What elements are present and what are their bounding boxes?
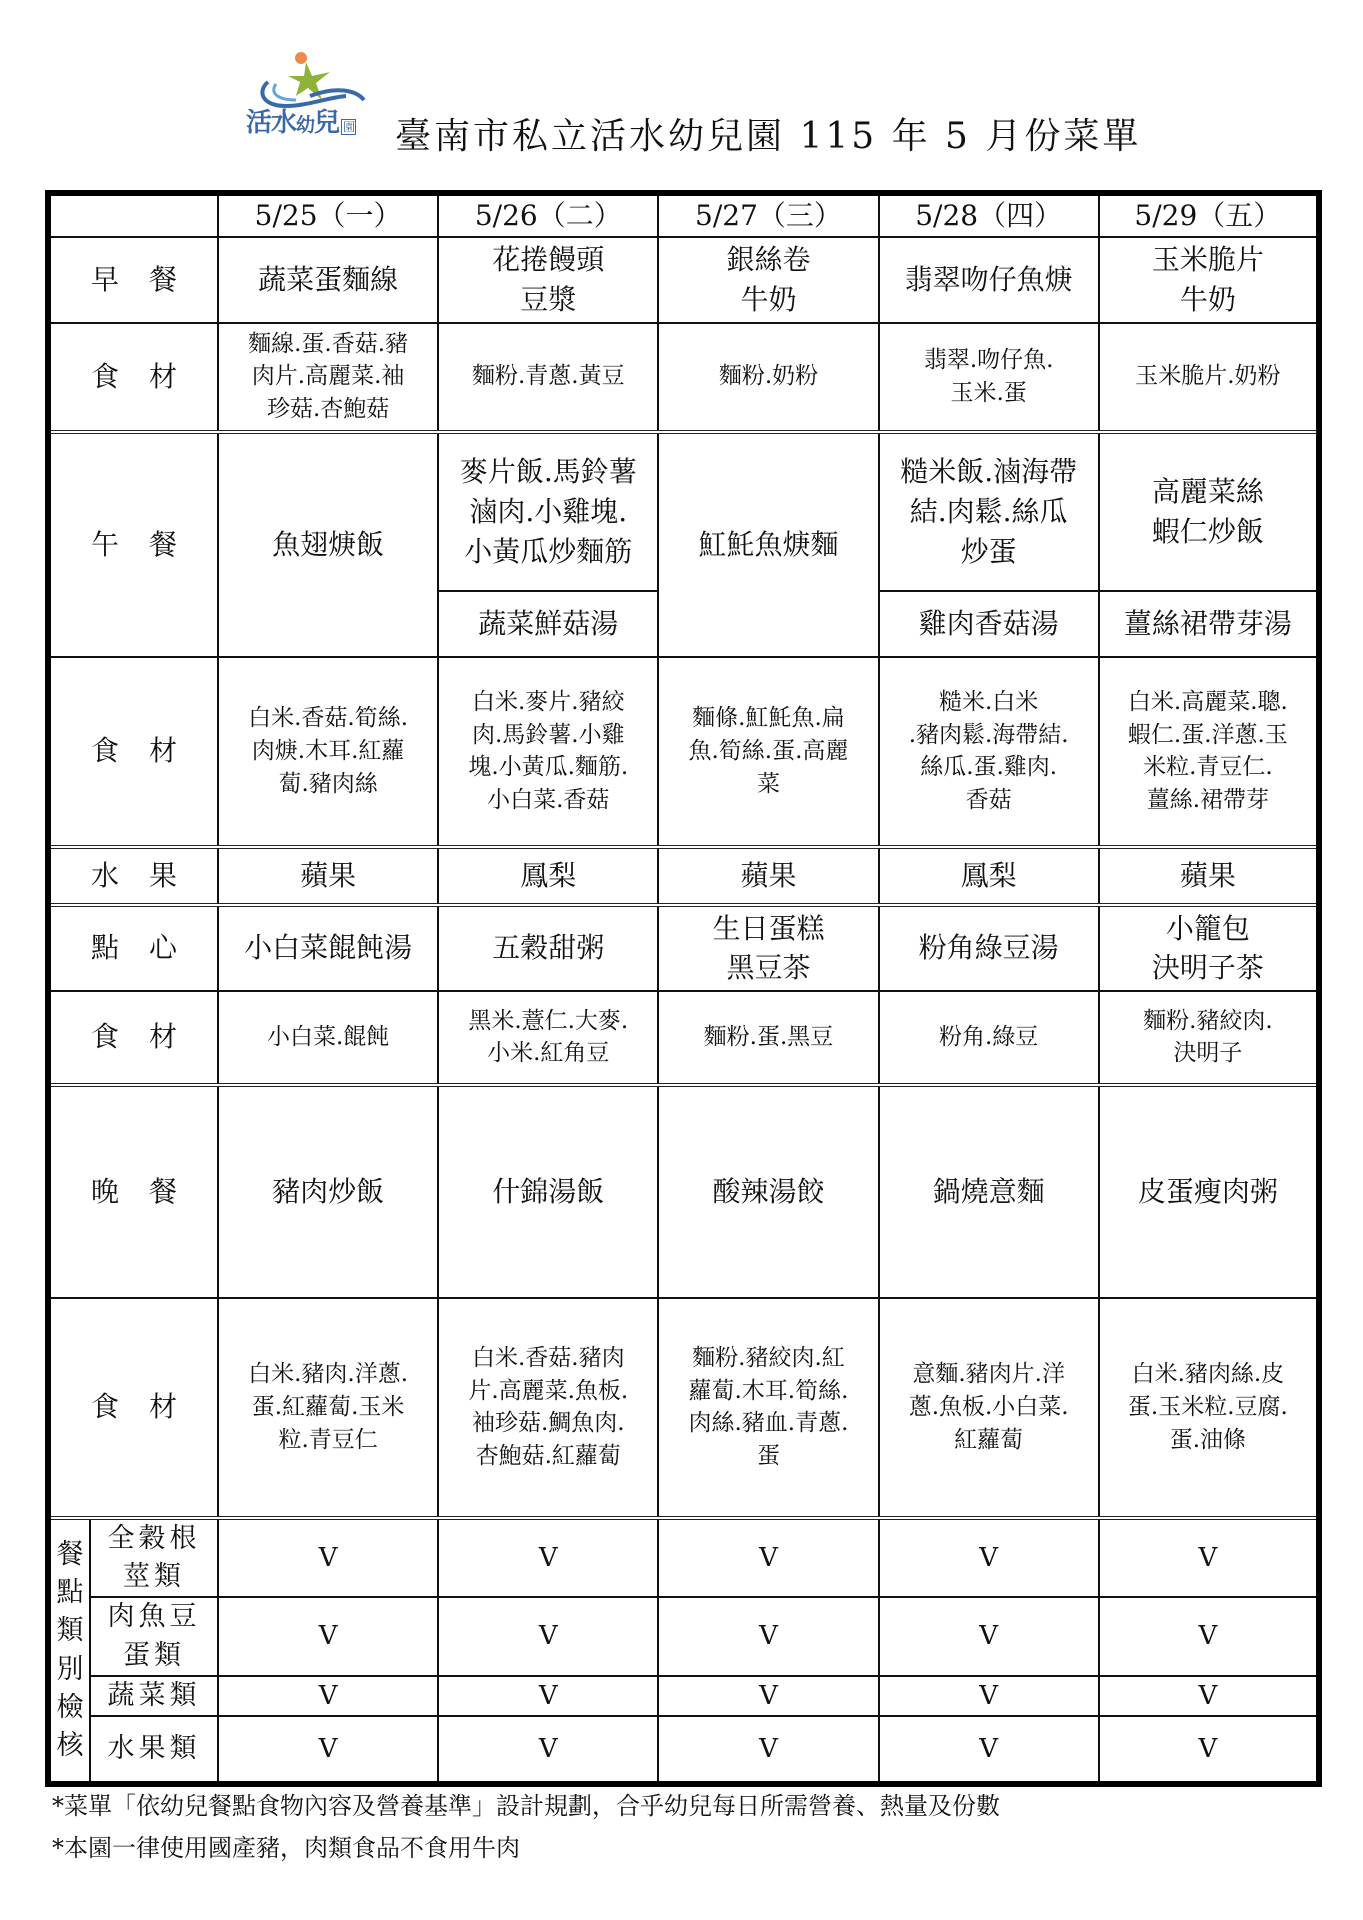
lunch-ingredients <box>438 657 658 847</box>
dinner-dish: 豬肉炒飯 <box>218 1085 438 1298</box>
cell-line: 滷肉.小雞塊. <box>469 494 628 528</box>
table-row <box>48 991 1319 1085</box>
breakfast-ingredients <box>438 323 658 432</box>
row-label-ingredients: 食材 <box>48 991 218 1085</box>
cell-line: 麥片飯.馬鈴薯 <box>459 455 637 489</box>
cell-line: 花捲饅頭 <box>492 243 605 276</box>
day-header: 5/29（五） <box>1099 193 1319 237</box>
check-group-label <box>48 1518 90 1785</box>
corner-cell <box>48 193 218 237</box>
cell-line: 決明子 <box>1173 1040 1243 1067</box>
cell-line: 餐 <box>56 1538 84 1570</box>
cell-line: 杏鮑菇.紅蘿蔔 <box>475 1442 621 1469</box>
fruit-cell: 鳳梨 <box>879 847 1099 905</box>
cell-line: 米粒.青豆仁. <box>1143 754 1273 781</box>
check-mark: V <box>1099 1716 1319 1784</box>
table-row <box>48 323 1319 432</box>
cell-line: 豆漿 <box>520 282 577 316</box>
cell-line: 魚翅焿飯 <box>272 527 385 561</box>
lunch-main-dish <box>438 432 658 591</box>
check-mark: V <box>218 1676 438 1716</box>
check-category <box>90 1518 218 1598</box>
cell-line: 麵線.蛋.香菇.豬 <box>248 330 409 357</box>
cell-line: 蝦仁.蛋.洋蔥.玉 <box>1127 721 1288 748</box>
table-row <box>48 1597 1319 1676</box>
check-mark: V <box>879 1597 1099 1676</box>
breakfast-ingredients <box>218 323 438 432</box>
cell-line: 蘿蔔.木耳.筍絲. <box>688 1377 849 1404</box>
cell-line: 麵粉.蛋.黑豆 <box>703 1023 834 1050</box>
check-mark: V <box>438 1597 658 1676</box>
cell-line: 粒.青豆仁 <box>278 1426 378 1453</box>
cell-line: 別 <box>56 1653 84 1685</box>
breakfast-ingredients <box>1099 323 1319 432</box>
cell-line: 白米.香菇.豬肉 <box>471 1344 625 1371</box>
dinner-dish: 什錦湯飯 <box>438 1085 658 1298</box>
check-mark: V <box>658 1597 878 1676</box>
lunch-ingredients <box>658 657 878 847</box>
cell-line: 蔔.豬肉絲 <box>278 770 378 797</box>
dinner-ingredients <box>1099 1298 1319 1518</box>
check-mark: V <box>1099 1676 1319 1716</box>
dinner-ingredients <box>879 1298 1099 1518</box>
cell-line: 五穀甜粥 <box>492 931 605 965</box>
cell-line: 玉米脆片 <box>1151 243 1264 276</box>
snack-dish <box>658 905 878 991</box>
menu-table <box>45 190 1322 1787</box>
cell-line: 蛋.紅蘿蔔.玉米 <box>251 1393 405 1420</box>
check-category <box>90 1716 218 1784</box>
kindergarten-logo <box>246 50 378 142</box>
lunch-ingredients <box>218 657 438 847</box>
check-mark: V <box>218 1597 438 1676</box>
breakfast-dish <box>1099 237 1319 323</box>
check-category <box>90 1597 218 1676</box>
snack-ingredients <box>658 991 878 1085</box>
check-mark: V <box>658 1676 878 1716</box>
row-label-ingredients: 食材 <box>48 657 218 847</box>
cell-line: 翡翠吻仔魚焿 <box>904 262 1073 296</box>
check-category <box>90 1676 218 1716</box>
footnote: *本園一律使用國產豬，肉類食品不食用牛肉 <box>52 1834 520 1862</box>
cell-line: 小白菜餛飩湯 <box>244 931 413 965</box>
cell-line: 糙米飯.滷海帶 <box>900 455 1078 489</box>
cell-line: 玉米.蛋 <box>950 379 1027 406</box>
breakfast-dish <box>879 237 1099 323</box>
cell-line: 肉.馬鈴薯.小雞 <box>471 721 625 748</box>
fruit-cell: 蘋果 <box>1099 847 1319 905</box>
cell-line: 粉角綠豆湯 <box>918 931 1059 965</box>
lunch-ingredients <box>879 657 1099 847</box>
cell-line: 黑米.薏仁.大麥. <box>468 1007 629 1034</box>
dinner-ingredients <box>658 1298 878 1518</box>
check-mark: V <box>1099 1518 1319 1598</box>
lunch-soup: 薑絲裙帶芽湯 <box>1099 591 1319 657</box>
row-label-fruit: 水果 <box>48 847 218 905</box>
cell-line: 麵條.魟魠魚.扁 <box>692 705 845 732</box>
table-row <box>48 193 1319 237</box>
cell-line: 香菇 <box>965 786 1012 813</box>
fruit-cell: 鳳梨 <box>438 847 658 905</box>
cell-line: 麵粉.豬絞肉.紅 <box>692 1344 845 1371</box>
cell-line: 蛋.油條 <box>1169 1426 1247 1453</box>
lunch-main-dish <box>879 432 1099 591</box>
fruit-cell: 蘋果 <box>218 847 438 905</box>
dinner-ingredients <box>438 1298 658 1518</box>
lunch-soup: 雞肉香菇湯 <box>879 591 1099 657</box>
snack-dish <box>218 905 438 991</box>
cell-line: 白米.香菇.筍絲. <box>248 705 409 732</box>
cell-line: 蛋.玉米粒.豆腐. <box>1127 1393 1288 1420</box>
row-label-lunch: 午餐 <box>48 432 218 657</box>
cell-line: 核 <box>56 1730 84 1762</box>
cell-line: 玉米脆片.奶粉 <box>1135 363 1281 390</box>
row-label-snack: 點心 <box>48 905 218 991</box>
cell-line: 牛奶 <box>1179 282 1236 316</box>
cell-line: 小白菜.香菇 <box>487 786 610 813</box>
cell-line: 全穀根 <box>107 1522 201 1554</box>
snack-dish <box>438 905 658 991</box>
cell-line: 肉焿.木耳.紅蘿 <box>251 737 405 764</box>
row-label-ingredients: 食材 <box>48 323 218 432</box>
row-label-ingredients: 食材 <box>48 1298 218 1518</box>
footnotes <box>52 1785 1000 1869</box>
snack-ingredients <box>218 991 438 1085</box>
row-label-breakfast: 早餐 <box>48 237 218 323</box>
cell-line: 白米.豬肉.洋蔥. <box>248 1361 409 1388</box>
cell-line: 粉角.綠豆 <box>939 1023 1039 1050</box>
dinner-ingredients <box>218 1298 438 1518</box>
cell-line: 肉魚豆 <box>107 1601 201 1633</box>
cell-line: 魟魠魚焿麵 <box>698 527 839 561</box>
cell-line: 麵粉.青蔥.黃豆 <box>471 363 625 390</box>
table-row <box>48 1518 1319 1598</box>
snack-ingredients <box>438 991 658 1085</box>
cell-line: 袖珍菇.鯛魚肉. <box>471 1410 625 1437</box>
table-row <box>48 657 1319 847</box>
snack-dish <box>879 905 1099 991</box>
day-header: 5/25（一） <box>218 193 438 237</box>
breakfast-ingredients <box>879 323 1099 432</box>
lunch-main-dish <box>1099 432 1319 591</box>
cell-line: 蛋 <box>756 1442 780 1469</box>
cell-line: 薑絲.裙帶芽 <box>1146 786 1270 813</box>
cell-line: 小米.紅角豆 <box>487 1040 610 1067</box>
row-label-dinner: 晚餐 <box>48 1085 218 1298</box>
snack-ingredients <box>1099 991 1319 1085</box>
check-mark: V <box>438 1518 658 1598</box>
cell-line: 蔥.魚板.小白菜. <box>908 1393 1069 1420</box>
table-row <box>48 1085 1319 1298</box>
cell-line: 塊.小黃瓜.麵筋. <box>468 754 629 781</box>
cell-line: 麵粉.豬絞肉. <box>1143 1007 1273 1034</box>
cell-line: 類 <box>56 1615 84 1647</box>
page-title: 臺南市私立活水幼兒園 115 年 5 月份菜單 <box>395 116 1142 157</box>
cell-line: 高麗菜絲 <box>1151 475 1264 508</box>
cell-line: 魚.筍絲.蛋.高麗 <box>688 737 849 764</box>
logo-star-wave-icon <box>246 50 378 110</box>
cell-line: 珍菇.杏鮑菇 <box>266 396 390 423</box>
cell-line: 小籠包 <box>1165 911 1250 945</box>
cell-line: 翡翠.吻仔魚. <box>923 347 1054 374</box>
cell-line: 肉片.高麗菜.袖 <box>251 363 405 390</box>
cell-line: 麵粉.奶粉 <box>718 363 819 390</box>
check-mark: V <box>1099 1597 1319 1676</box>
footnote: *菜單「依幼兒餐點食物內容及營養基準」設計規劃，合乎幼兒每日所需營養、熱量及份數 <box>52 1792 1000 1820</box>
lunch-ingredients <box>1099 657 1319 847</box>
cell-line: 紅蘿蔔 <box>954 1426 1024 1453</box>
check-mark: V <box>658 1518 878 1598</box>
breakfast-dish <box>438 237 658 323</box>
cell-line: 白米.高麗菜.聰. <box>1127 688 1288 715</box>
cell-line: 糙米.白米 <box>939 688 1039 715</box>
cell-line: 意麵.豬肉片.洋 <box>912 1361 1065 1388</box>
cell-line: 蔬菜類 <box>107 1680 201 1712</box>
check-mark: V <box>438 1676 658 1716</box>
cell-line: 蔬菜蛋麵線 <box>258 262 399 296</box>
cell-line: 肉絲.豬血.青蔥. <box>688 1410 849 1437</box>
table-row <box>48 905 1319 991</box>
cell-line: 小白菜.餛飩 <box>266 1023 390 1050</box>
cell-line: 蛋類 <box>123 1639 185 1671</box>
cell-line: 白米.豬肉絲.皮 <box>1131 1361 1285 1388</box>
check-mark: V <box>879 1716 1099 1784</box>
snack-ingredients <box>879 991 1099 1085</box>
table-row <box>48 237 1319 323</box>
table-row <box>48 847 1319 905</box>
day-header: 5/26（二） <box>438 193 658 237</box>
cell-line: 黑豆茶 <box>726 951 811 985</box>
table-row <box>48 1716 1319 1784</box>
lunch-soup: 蔬菜鮮菇湯 <box>438 591 658 657</box>
cell-line: 點 <box>56 1576 84 1608</box>
day-header: 5/28（四） <box>879 193 1099 237</box>
logo-text: 活水幼兒 園 <box>246 108 355 138</box>
snack-dish <box>1099 905 1319 991</box>
cell-line: 小黃瓜炒麵筋 <box>464 534 633 568</box>
cell-line: 檢 <box>56 1691 84 1723</box>
table-row <box>48 432 1319 591</box>
table-row <box>48 1676 1319 1716</box>
cell-line: .豬肉鬆.海帶結. <box>908 721 1069 748</box>
cell-line: 莖類 <box>123 1561 185 1593</box>
check-mark: V <box>218 1716 438 1784</box>
cell-line: 炒蛋 <box>960 534 1017 568</box>
breakfast-dish <box>218 237 438 323</box>
dinner-dish: 皮蛋瘦肉粥 <box>1099 1085 1319 1298</box>
cell-line: 絲瓜.蛋.雞肉. <box>920 754 1058 781</box>
dinner-dish: 鍋燒意麵 <box>879 1085 1099 1298</box>
fruit-cell: 蘋果 <box>658 847 878 905</box>
table-row <box>48 1298 1319 1518</box>
lunch-main-dish <box>658 432 878 657</box>
check-mark: V <box>658 1716 878 1784</box>
check-mark: V <box>438 1716 658 1784</box>
breakfast-ingredients <box>658 323 878 432</box>
cell-line: 決明子茶 <box>1151 951 1264 985</box>
cell-line: 結.肉鬆.絲瓜 <box>909 494 1068 528</box>
check-mark: V <box>218 1518 438 1598</box>
cell-line: 銀絲卷 <box>726 243 811 276</box>
check-mark: V <box>879 1518 1099 1598</box>
cell-line: 白米.麥片.豬絞 <box>471 688 625 715</box>
cell-line: 牛奶 <box>740 282 797 316</box>
dinner-dish: 酸辣湯餃 <box>658 1085 878 1298</box>
cell-line: 生日蛋糕 <box>712 911 825 945</box>
breakfast-dish <box>658 237 878 323</box>
cell-line: 蝦仁炒飯 <box>1151 514 1264 548</box>
cell-line: 片.高麗菜.魚板. <box>468 1377 629 1404</box>
cell-line: 菜 <box>756 770 780 797</box>
day-header: 5/27（三） <box>658 193 878 237</box>
cell-line: 水果類 <box>107 1733 201 1765</box>
lunch-main-dish <box>218 432 438 657</box>
check-mark: V <box>879 1676 1099 1716</box>
